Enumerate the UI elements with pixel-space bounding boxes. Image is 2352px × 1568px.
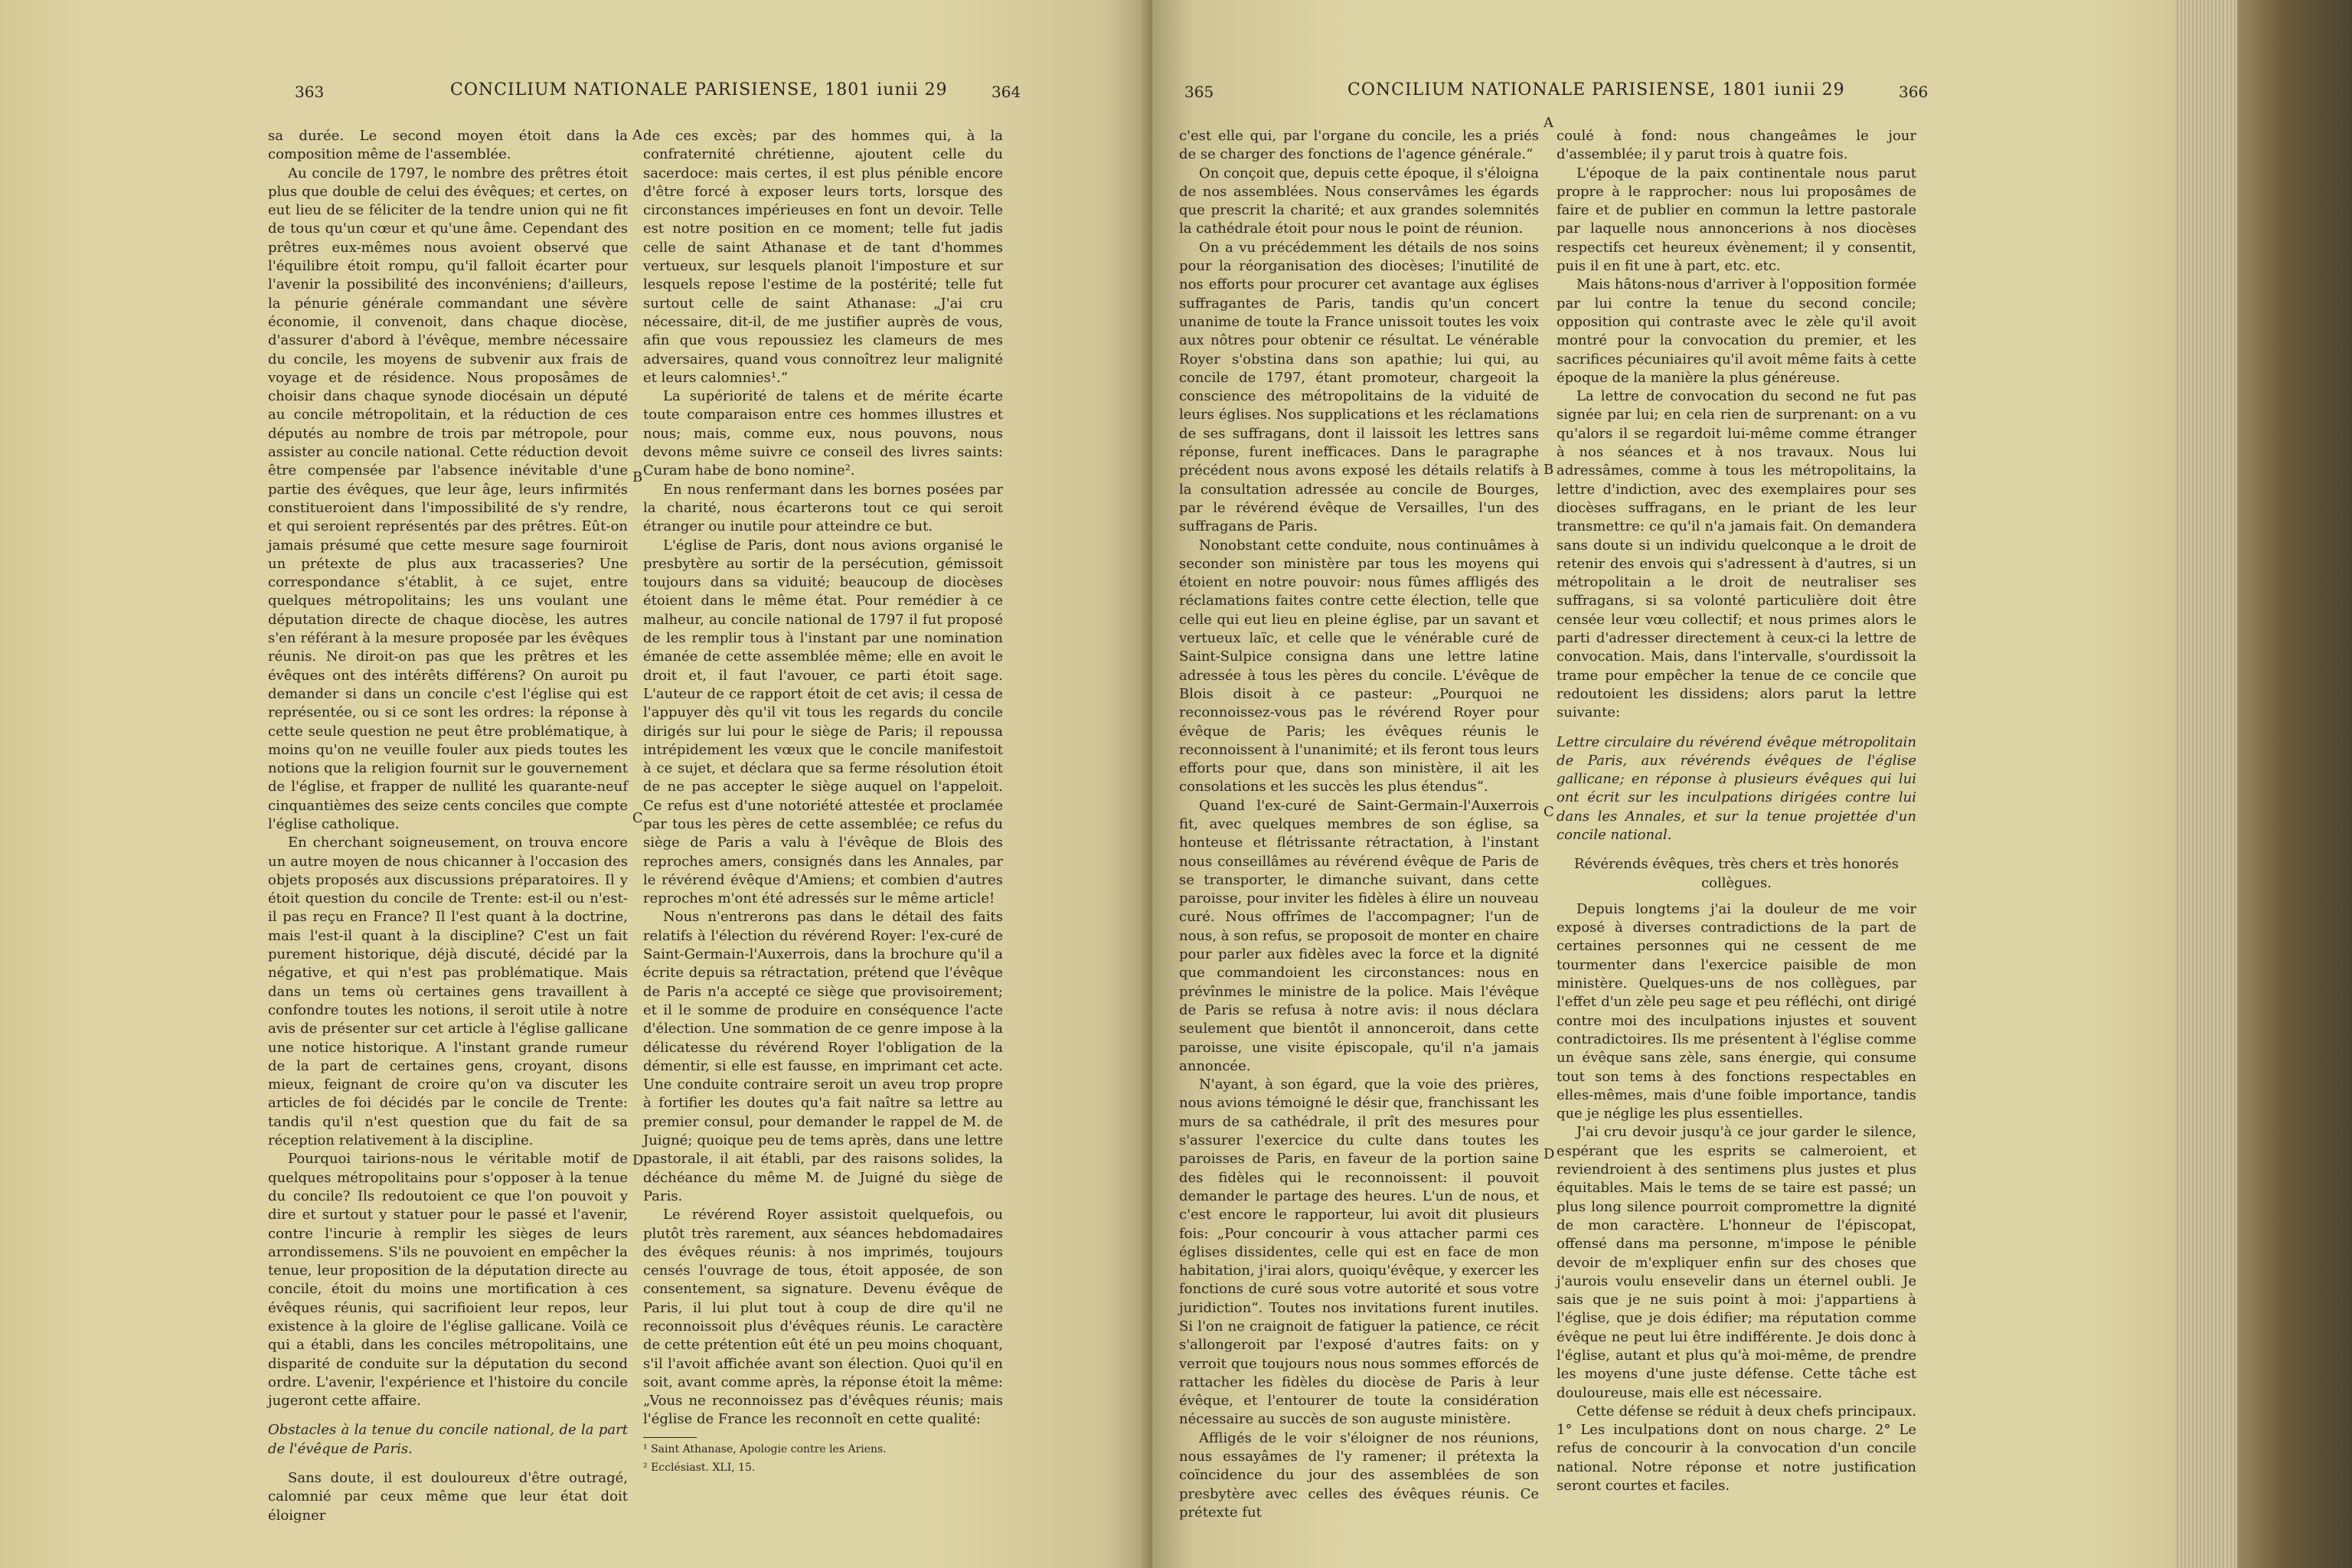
- page-number-363: 363: [295, 83, 325, 101]
- footnote: ¹ Saint Athanase, Apologie contre les Ariens.: [643, 1442, 887, 1455]
- right-page: [1152, 0, 2174, 1568]
- footnote: ² Ecclésiast. XLI, 15.: [643, 1461, 756, 1474]
- margin-letter-b: B: [632, 469, 643, 485]
- paragraph: Pourquoi tairions-nous le véritable motif de quelques métropolitains pour s'opposer à la tenue du concile? Ils redoutoient ce que l'on pouvoit y dire et surtout y statuer pour le passé et l'avenir, contre l'incurie à remplir les sièges de leurs arrondissemens. S'ils ne pouvoient en empêcher la tenue, leur proposition de la députation directe au concile, étoit du moins une mortification à ces évêques réunis, qui sacrifioient leur repos, leur existence à la gloire de l'église gallicane. Voilà ce qui a établi, dans les conciles métropolitains, une disparité de conduite sur la députation du second ordre. L'avenir, l'expérience et l'histoire du concile jugeront cette affaire.: [268, 1151, 628, 1410]
- paragraph: Au concile de 1797, le nombre des prêtres étoit plus que double de celui des évêques; et certes, on eut lieu de se féliciter de la tendre union qui ne fit de tous qu'un cœur et qu'une âme. Cependant des prêtres eux-mêmes nous avoient observé que l'équilibre étoit rompu, qu'il falloit écarter pour l'avenir la possibilité des inconvéniens; d'ailleurs, la pénurie générale commandant une sévère économie, il convenoit, dans chaque diocèse, d'assurer d'abord à l'évêque, membre nécessaire du concile, les moyens de subvenir aux frais de voyage et de résidence. Nous proposâmes de choisir dans chaque synode diocésain un député au concile métropolitain, et la réduction de ces députés au nombre de trois par métropole, pour assister au concile national. Cette réduction devoit être compensée par l'absence inévitable d'une partie des évêques, que leur âge, leurs infirmités constitueroient dans l'impossibilité de s'y rendre, et qui seroient représentés par des prêtres. Eût-on jamais présumé que cette mesure sage fourniroit un prétexte de plus aux tracasseries? Une correspondance s'établit, à ce sujet, entre quelques métropolitains; les uns voulant une députation directe de chaque diocèse, les autres s'en référant à la mesure proposée par les évêques réunis. Ne diroit-on pas que les prêtres et les évêques ont des intérêts différens? On auroit pu demander si dans un concile c'est l'église qui est représentée, ou si ce sont les ordres: la réponse à cette seule question ne peut être problématique, à moins qu'on ne veuille fouler aux pieds toutes les notions que la religion fournit sur le gouvernement de l'église, et frapper de nullité les quarante-neuf cinquantièmes des seize cents conciles que compte l'église catholique.: [268, 165, 628, 832]
- paragraph: c'est elle qui, par l'organe du concile, les a priés de se charger des fonctions de l'agence générale.“: [1179, 128, 1539, 163]
- paragraph: N'ayant, à son égard, que la voie des prières, nous avions témoigné le désir que, franchissant les murs de sa cathédrale, il prît des mesures pour s'assurer l'exercice du culte dans toutes les paroisses de Paris, en faveur de la portion saine des fidèles qui le reconnoissent: il pouvoit demander le partage des heures. L'un de nous, et c'est encore le rapporteur, lui avoit dit plusieurs fois: „Pour concourir à vous attacher parmi ces églises dissidentes, celle qui est en face de mon habitation, j'irai alors, quoiqu'évêque, y exercer les fonctions de curé sous votre autorité et sous votre juridiction“. Toutes nos invitations furent inutiles. Si l'on ne craignoit de fatiguer la patience, ce récit s'allongeroit par l'exposé d'autres faits: on y verroit que toujours nous nous sommes efforcés de rattacher les fidèles du diocèse de Paris à leur évêque, et l'entourer de toute la considération nécessaire au succès de son auguste ministère.: [1179, 1076, 1539, 1428]
- margin-letter-c: C: [632, 810, 643, 826]
- paragraph: Affligés de le voir s'éloigner de nos réunions, nous essayâmes de l'y ramener; il prétexta la coïncidence du jour des assemblées de son presbytère avec celles des évêques réunis. Ce prétexte fut: [1179, 1429, 1539, 1521]
- paragraph: Cette défense se réduit à deux chefs principaux. 1° Les inculpations dont on nous charge. 2° Le refus de concourir à la convocation d'un concile national. Notre réponse et notre justification seront courtes et faciles.: [1557, 1403, 1916, 1494]
- paragraph: Nonobstant cette conduite, nous continuâmes à seconder son ministère par tous les moyens qui étoient en notre pouvoir: nous fûmes affligés des réclamations faites contre cette élection, telle que celle qui eut lieu en pleine église, par un savant et vertueux laïc, et celle que le vénérable curé de Saint-Sulpice consigna dans une lettre latine adressée à tous les pères du concile. L'évêque de Blois disoit à ce pasteur: „Pourquoi ne reconnoissez-vous pas le révérend Royer pour évêque de Paris; les évêques réunis le reconnoissent à l'unanimité; et ils feront tous leurs efforts pour que, dans son ministère, il ait les consolations et les succès les plus étendus“.: [1179, 537, 1539, 795]
- page-number-364: 364: [991, 83, 1021, 101]
- page-number-366: 366: [1899, 83, 1929, 101]
- paragraph: coulé à fond: nous changeâmes le jour d'assemblée; il y parut trois à quatre fois.: [1557, 128, 1916, 163]
- paragraph: sa durée. Le second moyen étoit dans la composition même de l'assemblée.: [268, 128, 628, 163]
- footnote-rule: [643, 1437, 697, 1438]
- margin-letter-d: D: [1544, 1146, 1555, 1162]
- paragraph: Nous n'entrerons pas dans le détail des faits relatifs à l'élection du révérend Royer: l'ex-curé de Saint-Germain-l'Auxerrois, dans la brochure qu'il a écrite depuis sa rétractation, prétend que l'évêque de Paris n'a accepté ce siège que provisoirement; et il le somme de produire en conséquence l'acte d'élection. Une sommation de ce genre impose à la délicatesse du révérend Royer l'obligation de la démentir, si elle est fausse, en imprimant cet acte. Une conduite contraire seroit un aveu trop propre à fortifier les doutes qu'a fait naître sa lettre au premier consul, pour demander le rappel de M. de Juigné; quoique peu de tems après, dans une lettre pastorale, il ait établi, par des raisons solides, la déchéance du même M. de Juigné du siège de Paris.: [643, 909, 1003, 1204]
- paragraph: Le révérend Royer assistoit quelquefois, ou plutôt très rarement, aux séances hebdomadaires des évêques réunis: à nos imprimés, toujours censés l'ouvrage de tous, étoit apposée, de son consentement, sa signature. Devenu évêque de Paris, il lui plut tout à coup de dire qu'il ne reconnoissoit plus d'évêques réunis. Le caractère de cette prétention eût été un peu moins choquant, s'il l'avoit affichée avant son élection. Quoi qu'il en soit, avant comme après, la réponse étoit la même: „Vous ne reconnoissez pas d'évêques réunis; mais l'église de France les reconnoît en cette qualité:: [643, 1207, 1003, 1428]
- paragraph: L'époque de la paix continentale nous parut propre à le rapprocher: nous lui proposâmes de faire et de publier en commun la lettre pastorale par laquelle nous annoncerions à nos diocèses respectifs cet heureux évènement; il y consentit, puis il en fit une à part, etc. etc.: [1557, 165, 1916, 275]
- right-page-column-1: [1179, 127, 1539, 1521]
- paragraph: J'ai cru devoir jusqu'à ce jour garder le silence, espérant que les esprits se calmeroient, et reviendroient à des sentimens plus justes et plus équitables. Mais le tems de se taire est passé; un plus long silence pourroit compromettre la dignité de mon caractère. L'honneur de l'épiscopat, offensé dans ma personne, m'impose le pénible devoir de m'expliquer enfin sur des choses que j'aurois voulu ensevelir dans un éternel oubli. Je sais que je ne suis point à moi: j'appartiens à l'église, que je dois édifier; ma réputation comme évêque ne peut lui être indifférente. Je dois donc à l'église, autant et plus qu'à moi-même, de prendre les moyens d'une juste défense. Cette tâche est douloureuse, mais elle est nécessaire.: [1557, 1124, 1916, 1401]
- paragraph: Mais hâtons-nous d'arriver à l'opposition formée par lui contre la tenue du second concile; opposition qui contraste avec le zèle qu'il avoit montré pour la convocation du premier, et les sacrifices pécuniaires qu'il avoit même faits à cette époque de la manière la plus généreuse.: [1557, 276, 1916, 386]
- section-heading: Obstacles à la tenue du concile national, de la part de l'évêque de Paris.: [268, 1422, 628, 1457]
- page-number-365: 365: [1184, 83, 1214, 101]
- paragraph: La supériorité de talens et de mérite écarte toute comparaison entre ces hommes illustres et nous; mais, comme eux, nous pouvons, nous devons même suivre ce conseil des livres saints: Curam habe de bono nomine².: [643, 388, 1003, 479]
- left-page-column-1: [268, 127, 628, 1524]
- paragraph: On conçoit que, depuis cette époque, il s'éloigna de nos assemblées. Nous conservâmes les égards que prescrit la charité; et aux grandes solemnités la cathédrale étoit pour nous le point de réunion.: [1179, 165, 1539, 237]
- paragraph: Depuis longtems j'ai la douleur de me voir exposé à diverses contradictions de la part de certaines personnes qui ne cessent de me tourmenter dans l'exercice paisible de mon ministère. Quelques-uns de nos collègues, par l'effet d'un zèle peu sage et peu réfléchi, ont dirigé contre moi des inculpations injustes et souvent contradictoires. Ils me présentent à l'église comme un évêque sans zèle, sans énergie, qui consume tout son tems à des fonctions respectables en elles-mêmes, mais d'une foible importance, tandis que je néglige les plus essentielles.: [1557, 900, 1916, 1122]
- book-page-edges: [2174, 0, 2352, 1568]
- margin-letter-c: C: [1544, 804, 1554, 820]
- left-page: [0, 0, 1152, 1568]
- margin-letter-a: A: [1544, 115, 1553, 131]
- left-page-column-2: [643, 127, 1003, 1498]
- paragraph: Sans doute, il est douloureux d'être outragé, calomnié par ceux même que leur état doit éloigner: [268, 1470, 628, 1524]
- book-cover: [2237, 0, 2352, 1568]
- running-head-right: CONCILIUM NATIONALE PARISIENSE, 1801 iunii 29: [1348, 80, 1845, 100]
- margin-letter-a: A: [632, 127, 642, 143]
- paragraph: En cherchant soigneusement, on trouva encore un autre moyen de nous chicanner à l'occasion des objets proposés aux discussions préparatoires. Il y étoit question du concile de Trente: est-il ou n'est-il pas reçu en France? Il l'est quant à la doctrine, mais l'est-il quant à la discipline? C'est un fait purement historique, déjà discuté, décidé par la négative, et qui n'est pas problématique. Mais dans un tems où certaines gens travaillent à confondre toutes les notions, il seroit utile à notre avis de présenter sur cet article à l'église gallicane une notice historique. A l'instant grande rumeur de la part de certaines gens, croyant, disons mieux, feignant de croire qu'on va discuter les articles de foi décidés par le concile de Trente: tandis qu'il n'est question que du fait de sa réception relativement à la discipline.: [268, 835, 628, 1149]
- margin-letter-b: B: [1544, 462, 1554, 478]
- letter-salutation: Révérends évêques, très chers et très honorés collègues.: [1573, 856, 1900, 891]
- paragraph: La lettre de convocation du second ne fut pas signée par lui; en cela rien de surprenant: on a vu qu'alors il se regardoit lui-même comme étranger à nos séances et à nos travaux. Nous lui adressâmes, comme à tous les métropolitains, la lettre d'indiction, avec des exemplaires pour ses diocèses suffragans, en le priant de les leur transmettre: ce qu'il n'a jamais fait. On demandera sans doute si un individu quelconque a le droit de retenir des envois qui s'adressent à d'autres, si un métropolitain a le droit de neutraliser ses suffragans, si sa volonté particulière doit être censée leur vœu collectif; et nous primes alors le parti d'adresser directement à ceux-ci la lettre de convocation. Mais, dans l'intervalle, s'ourdissoit la trame pour empêcher la tenue de ce concile que redoutoient les dissidens; alors parut la lettre suivante:: [1557, 388, 1916, 721]
- paragraph: Quand l'ex-curé de Saint-Germain-l'Auxerrois fit, avec quelques membres de son église, sa honteuse et flétrissante rétractation, à l'instant nous conseillâmes au révérend évêque de Paris de se transporter, le dimanche suivant, dans cette paroisse, pour inviter les fidèles à élire un nouveau curé. Nous offrîmes de l'accompagner; l'un de nous, à son refus, se proposoit de monter en chaire pour parler aux fidèles avec la force et la dignité que commandoient les circonstances: nous en prévînmes le ministre de la police. Mais l'évêque de Paris se refusa à notre avis: il nous déclara seulement que bientôt il annonceroit, dans cette paroisse, une visite épiscopale, qu'il n'a jamais annoncée.: [1179, 797, 1539, 1074]
- letter-heading: Lettre circulaire du révérend évêque métropolitain de Paris, aux révérends évêques de l'église gallicane; en réponse à plusieurs évêques qui lui ont écrit sur les inculpations dirigées contre lui dans les Annales, et sur la tenue projettée d'un concile national.: [1557, 733, 1916, 843]
- paragraph: L'église de Paris, dont nous avions organisé le presbytère au sortir de la persécution, gémissoit toujours dans sa viduité; beaucoup de diocèses étoient dans le même état. Pour remédier à ce malheur, au concile national de 1797 il fut proposé de les remplir tous à l'instant par une nomination émanée de cette assemblée même; elle en avoit le droit et, il faut l'avouer, ce parti étoit sage. L'auteur de ce rapport étoit de cet avis; il cessa de l'appuyer dès qu'il vit tous les regards du concile dirigés sur lui pour le siège de Paris; il repoussa intrépidement les vœux que le concile manifestoit à ce sujet, et déclara que sa ferme résolution étoit de ne pas accepter le siège auquel on l'appeloit. Ce refus est d'une notoriété attestée et proclamée par tous les pères de cette assemblée; ce refus du siège de Paris a valu à l'évêque de Blois des reproches amers, consignés dans les Annales, par le révérend évêque d'Amiens; et combien d'autres reproches m'ont été adressés sur le même article!: [643, 537, 1003, 907]
- margin-letter-d: D: [632, 1152, 644, 1168]
- right-page-column-2: [1557, 127, 1916, 1498]
- running-head-left: CONCILIUM NATIONALE PARISIENSE, 1801 iunii 29: [450, 80, 948, 100]
- paragraph: On a vu précédemment les détails de nos soins pour la réorganisation des diocèses; l'inutilité de nos efforts pour procurer cet avantage aux églises suffragantes de Paris, tandis qu'un concert unanime de toute la France unissoit toutes les voix aux nôtres pour obtenir ce résultat. Le vénérable Royer s'obstina dans son apathie; lui qui, au concile de 1797, étant promoteur, chargeoit la conscience des métropolitains de la viduité de leurs églises. Nos supplications et les réclamations de ses suffragans, dont il laissoit les lettres sans réponse, furent inefficaces. Dans le paragraphe précédent nous avons exposé les détails relatifs à la consultation adressée au concile de Bourges, par le révérend évêque de Versailles, l'un des suffragans de Paris.: [1179, 239, 1539, 535]
- paragraph: de ces excès; par des hommes qui, à la confraternité chrétienne, ajoutent celle du sacerdoce: mais certes, il est plus pénible encore d'être forcé à exposer leurs torts, lorsque des circonstances impérieuses en font un devoir. Telle est notre position en ce moment; telle fut jadis celle de saint Athanase et de tant d'hommes vertueux, sur lesquels planoit l'imposture et sur lesquels repose l'estime de la postérité; telle fut surtout celle de saint Athanase: „J'ai cru nécessaire, dit-il, de me justifier auprès de vous, afin que vous repoussiez les clameurs de mes adversaires, quand vous connoîtrez leur malignité et leurs calomnies¹.“: [643, 128, 1003, 386]
- paragraph: En nous renfermant dans les bornes posées par la charité, nous écarterons tout ce qui seroit étranger ou inutile pour atteindre ce but.: [643, 481, 1003, 535]
